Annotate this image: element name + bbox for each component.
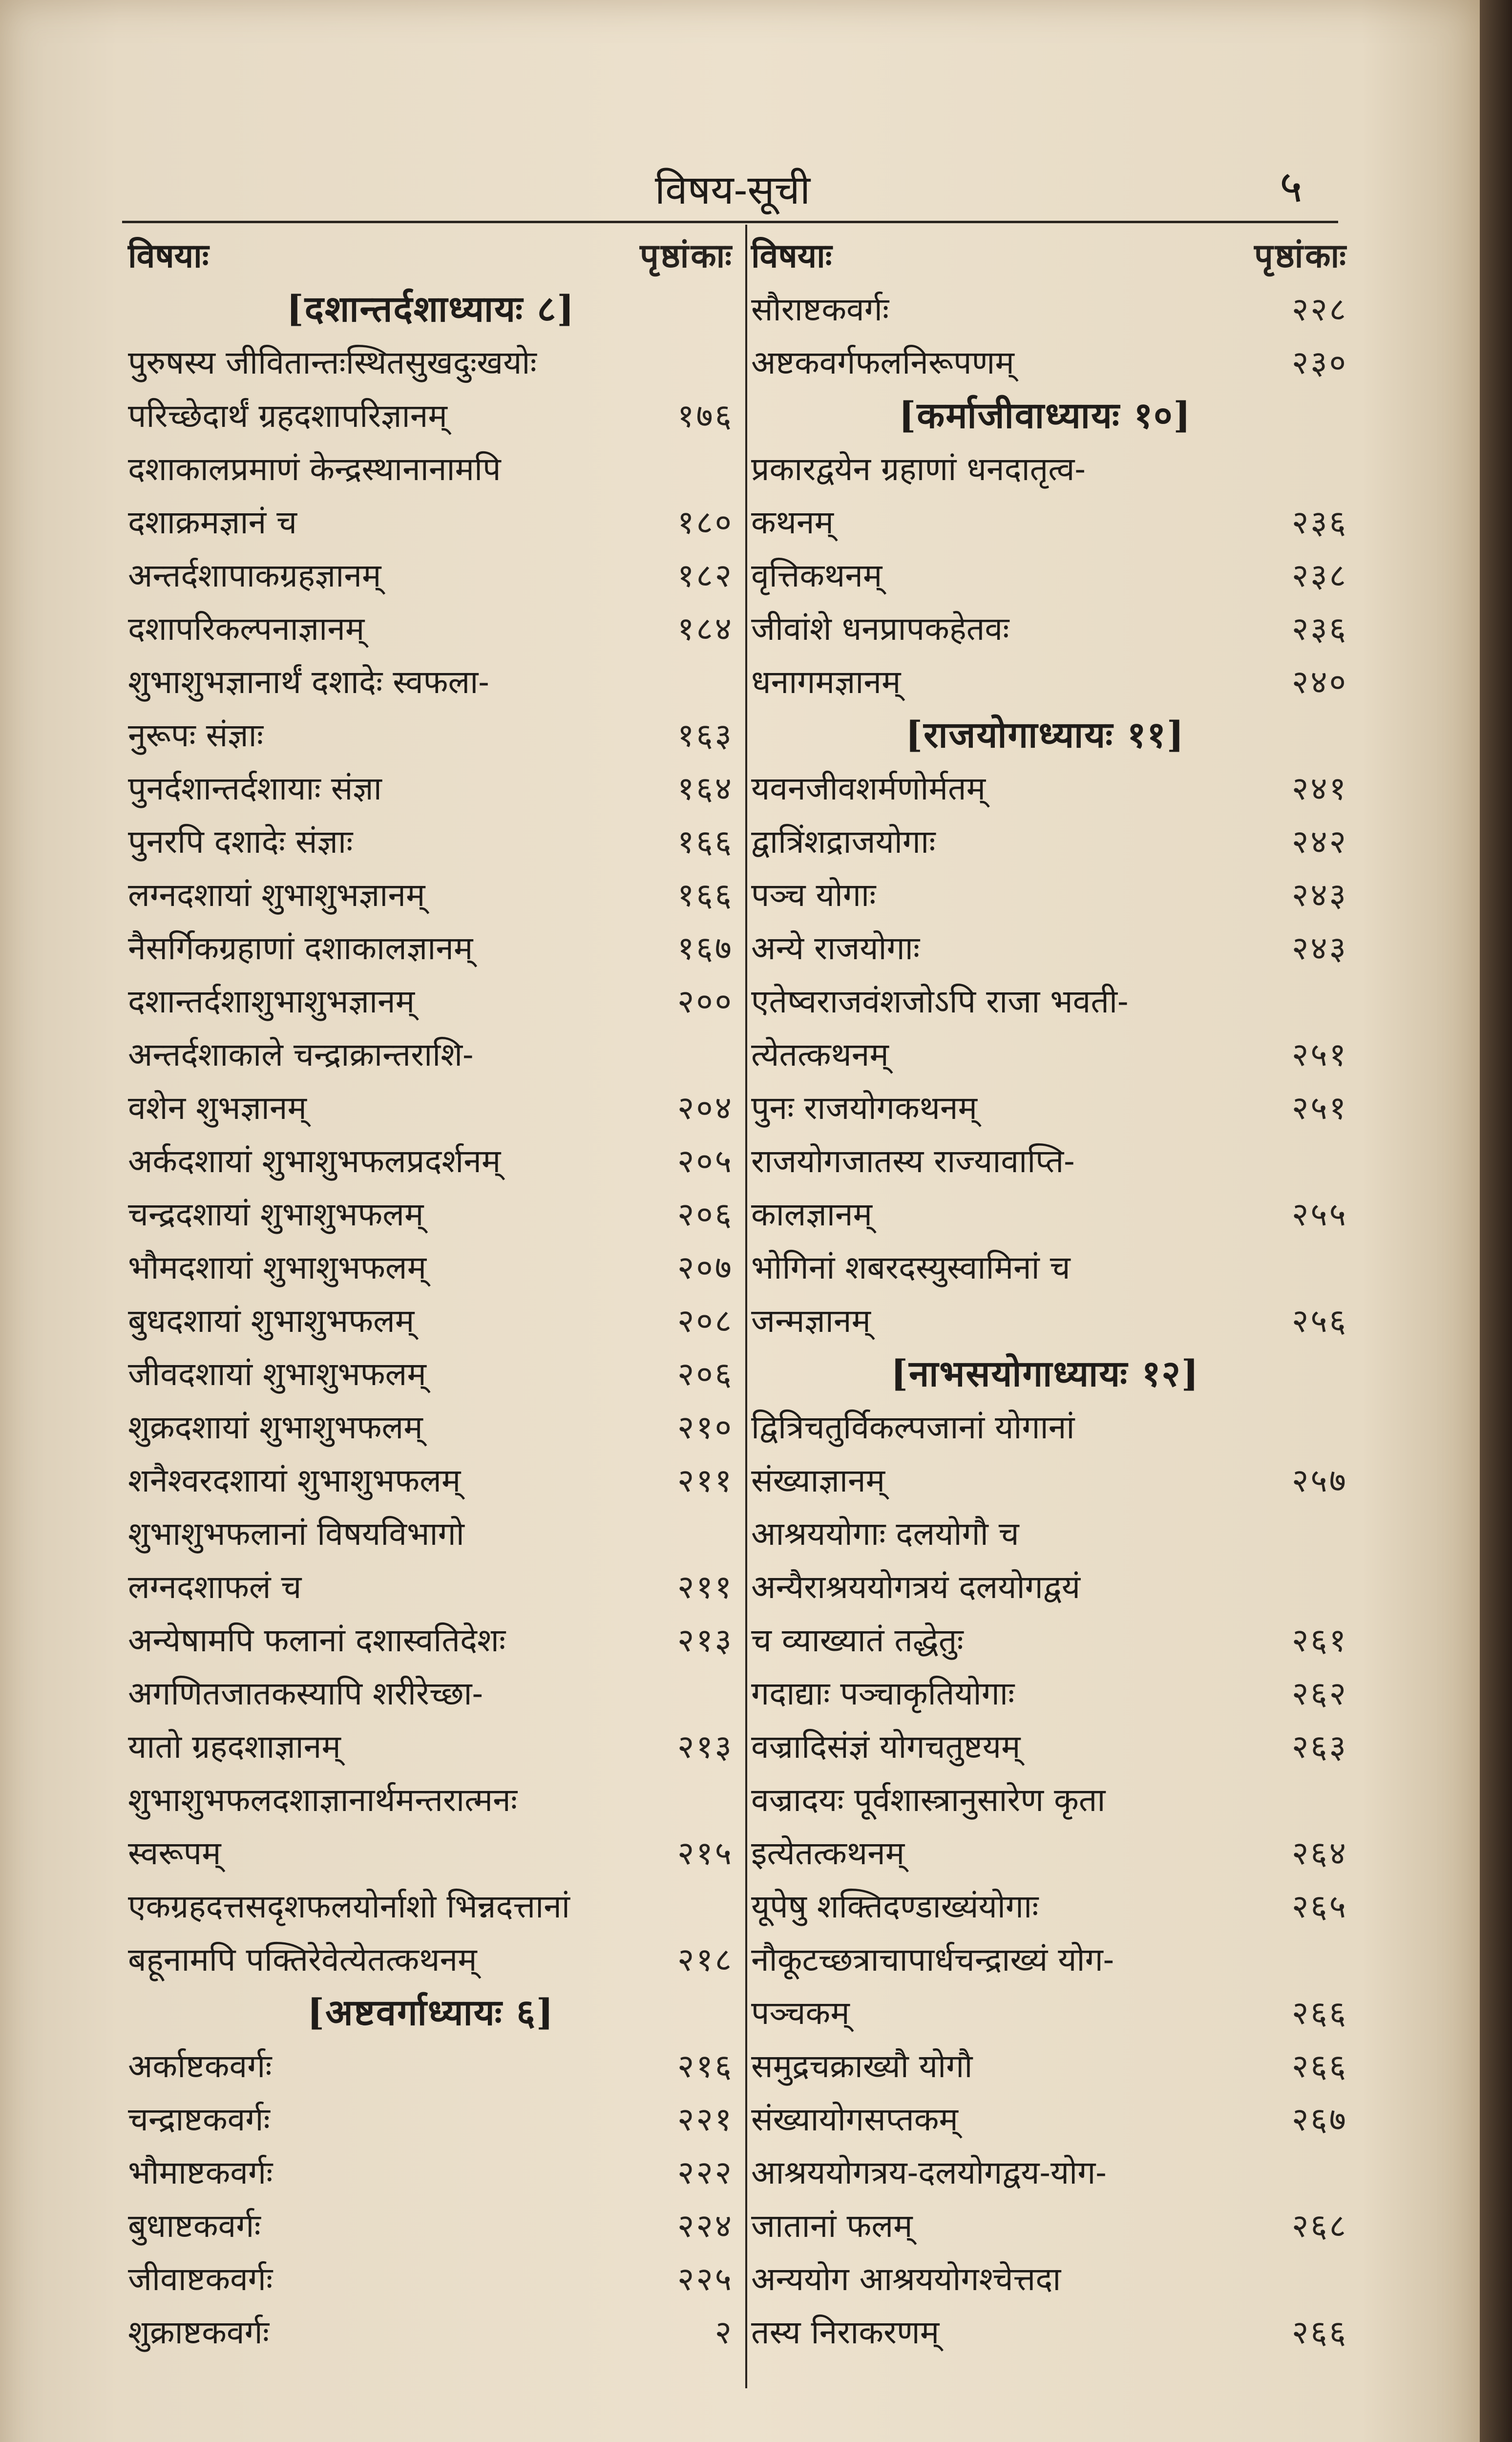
entry-title: शनैश्वरदशायां शुभाशुभफलम् <box>128 1462 461 1499</box>
entry-page-number: २६५ <box>1292 1888 1348 1925</box>
entry-page-number: १७६ <box>677 397 734 435</box>
toc-entry <box>742 815 1348 868</box>
entry-title: समुद्रचक्राख्यौ योगौ <box>751 2047 973 2085</box>
entry-title: शुभाशुभफलदशाज्ञानार्थमन्तरात्मनः <box>128 1781 518 1819</box>
header-subject: विषयाः <box>751 236 832 275</box>
entry-page-number: २३८ <box>1292 557 1348 594</box>
entry-page-number: २०६ <box>677 1355 734 1393</box>
entry-page-number: २५६ <box>1292 1302 1348 1340</box>
header-page: पृष्ठांकाः <box>640 236 734 275</box>
entry-page-number: २५५ <box>1292 1196 1348 1233</box>
entry-title: राजयोगजातस्य राज्यावाप्ति- <box>751 1142 1075 1180</box>
toc-entry <box>128 762 734 815</box>
toc-entry <box>128 442 734 496</box>
running-head: विषय-सूची <box>654 167 811 213</box>
entry-page-number: १८० <box>677 504 734 541</box>
entry-title: एकग्रहदत्तसदृशफलयोर्नाशो भिन्नदत्तानां <box>128 1888 570 1925</box>
toc-entry <box>742 283 1348 336</box>
entry-title: वृत्तिकथनम् <box>751 557 882 594</box>
entry-title: अन्यैराश्रययोगत्रयं दलयोगद्वयं <box>751 1568 1081 1606</box>
toc-entry <box>742 1135 1348 1188</box>
toc-entry <box>128 1401 734 1454</box>
toc-entry <box>128 1720 734 1773</box>
toc-entry <box>742 496 1348 549</box>
chapter-title: [नाभसयोगाध्यायः १२] <box>891 1353 1199 1395</box>
entry-page-number: २६६ <box>1292 2314 1348 2351</box>
toc-entry <box>128 975 734 1028</box>
toc-entry <box>128 2306 734 2359</box>
entry-page-number: १६४ <box>677 770 734 807</box>
toc-entry <box>128 2253 734 2306</box>
chapter-heading <box>742 1347 1348 1401</box>
entry-page-number: १६३ <box>677 716 734 754</box>
toc-entry <box>742 336 1348 389</box>
entry-page-number: २६७ <box>1292 2101 1348 2138</box>
toc-entry <box>128 1294 734 1347</box>
toc-entry <box>742 1720 1348 1773</box>
entry-title: अष्टकवर्गफलनिरूपणम् <box>751 344 1014 381</box>
toc-entry <box>742 2146 1348 2199</box>
toc-entry <box>742 2306 1348 2359</box>
toc-entry <box>742 1081 1348 1135</box>
entry-title: शुक्रदशायां शुभाशुभफलम् <box>128 1409 423 1446</box>
entry-title: आश्रययोगत्रय-दलयोगद्वय-योग- <box>751 2154 1107 2191</box>
chapter-heading <box>128 1986 734 2040</box>
entry-title: अन्येषामपि फलानां दशास्वतिदेशः <box>128 1621 506 1659</box>
entry-page-number: २६६ <box>1292 1994 1348 2032</box>
toc-entry <box>128 1347 734 1401</box>
toc-entry <box>128 2040 734 2093</box>
entry-page-number: २११ <box>677 1568 734 1606</box>
entry-title: पुनः राजयोगकथनम् <box>751 1089 977 1127</box>
entry-title: सौराष्टकवर्गः <box>751 291 889 328</box>
entry-title: जीवाष्टकवर्गः <box>128 2260 273 2298</box>
entry-title: शुक्राष्टकवर्गः <box>128 2314 270 2351</box>
entry-page-number: १६६ <box>677 876 734 914</box>
toc-entry <box>128 389 734 442</box>
entry-page-number: २२४ <box>677 2207 734 2245</box>
entry-page-number: २१६ <box>677 2047 734 2085</box>
entry-page-number: २०४ <box>677 1089 734 1127</box>
entry-title: दशाक्रमज्ञानं च <box>128 504 297 541</box>
entry-page-number: २४३ <box>1292 929 1348 967</box>
entry-title: पुनर्दशान्तर्दशायाः संज्ञा <box>128 770 382 807</box>
entry-page-number: २१३ <box>677 1621 734 1659</box>
entry-title: चन्द्रदशायां शुभाशुभफलम् <box>128 1196 424 1233</box>
entry-title: धनागमज्ञानम् <box>751 663 901 701</box>
entry-title: आश्रययोगाः दलयोगौ च <box>751 1515 1019 1553</box>
entry-title: बुधाष्टकवर्गः <box>128 2207 261 2245</box>
toc-entry <box>742 2040 1348 2093</box>
entry-title: चन्द्राष्टकवर्गः <box>128 2101 270 2138</box>
chapter-heading <box>742 709 1348 762</box>
entry-title: अगणितजातकस्यापि शरीरेच्छा- <box>128 1675 483 1712</box>
entry-page-number: २२२ <box>677 2154 734 2191</box>
entry-page-number: २५७ <box>1292 1462 1348 1499</box>
entry-page-number: २४३ <box>1292 876 1348 914</box>
entry-title: दशापरिकल्पनाज्ञानम् <box>128 610 365 648</box>
page-number: ५ <box>1280 161 1302 212</box>
header-page: पृष्ठांकाः <box>1254 236 1348 275</box>
entry-page-number: २३० <box>1292 344 1348 381</box>
entry-title: शुभाशुभफलानां विषयविभागो <box>128 1515 464 1553</box>
entry-page-number: १६६ <box>677 823 734 861</box>
toc-entry <box>742 1933 1348 1986</box>
toc-entry <box>742 2199 1348 2253</box>
entry-page-number: १६७ <box>677 929 734 967</box>
toc-entry <box>742 1827 1348 1880</box>
entry-title: भौमदशायां शुभाशुभफलम् <box>128 1249 427 1286</box>
toc-entry <box>742 1507 1348 1560</box>
toc-entry <box>742 1401 1348 1454</box>
entry-page-number: १८४ <box>677 610 734 648</box>
toc-entry <box>128 1028 734 1081</box>
entry-title: दशान्तर्दशाशुभाशुभज्ञानम् <box>128 983 415 1020</box>
toc-entry <box>742 1294 1348 1347</box>
entry-page-number: २६४ <box>1292 1834 1348 1872</box>
entry-title: यातो ग्रहदशाज्ञानम् <box>128 1728 341 1766</box>
chapter-title: [कर्माजीवाध्यायः १०] <box>899 395 1192 437</box>
entry-page-number: २२१ <box>677 2101 734 2138</box>
entry-page-number: २१३ <box>677 1728 734 1766</box>
chapter-heading <box>742 389 1348 442</box>
entry-title: जातानां फलम् <box>751 2207 913 2245</box>
entry-title: अर्कदशायां शुभाशुभफलप्रदर्शनम् <box>128 1142 501 1180</box>
toc-entry <box>742 549 1348 602</box>
toc-entry <box>128 1933 734 1986</box>
toc-entry <box>128 549 734 602</box>
entry-page-number: २६२ <box>1292 1675 1348 1712</box>
toc-entry <box>742 922 1348 975</box>
entry-title: शुभाशुभज्ञानार्थं दशादेः स्वफला- <box>128 663 489 701</box>
toc-entry <box>742 1454 1348 1507</box>
entry-page-number: २४१ <box>1292 770 1348 807</box>
entry-page-number: २१८ <box>677 1941 734 1979</box>
entry-title: नैसर्गिकग्रहाणां दशाकालज्ञानम् <box>128 929 473 967</box>
toc-entry <box>742 1241 1348 1294</box>
entry-title: बहूनामपि पक्तिरेवेत्येतत्कथनम् <box>128 1941 477 1979</box>
entry-title: पुनरपि दशादेः संज्ञाः <box>128 823 353 861</box>
toc-entry <box>128 1614 734 1667</box>
toc-entry <box>742 1773 1348 1827</box>
chapter-title: [अष्टवर्गाध्यायः ६] <box>307 1992 554 2034</box>
page-edge <box>1480 0 1512 2442</box>
entry-title: च व्याख्यातं तद्धेतुः <box>751 1621 964 1659</box>
entry-title: भौमाष्टकवर्गः <box>128 2154 273 2191</box>
toc-entry <box>128 1454 734 1507</box>
entry-title: अन्तर्दशाकाले चन्द्राक्रान्तराशि- <box>128 1036 474 1074</box>
toc-entry <box>742 602 1348 655</box>
entry-title: प्रकारद्वयेन ग्रहाणां धनदातृत्व- <box>751 450 1086 488</box>
entry-page-number: २११ <box>677 1462 734 1499</box>
entry-title: लग्नदशाफलं च <box>128 1568 302 1606</box>
toc-column-right <box>742 230 1348 2359</box>
entry-title: संख्यायोगसप्तकम् <box>751 2101 958 2138</box>
entry-title: अन्ये राजयोगाः <box>751 929 920 967</box>
toc-entry <box>128 1880 734 1933</box>
entry-title: वज्रादिसंज्ञं योगचतुष्टयम् <box>751 1728 1021 1766</box>
toc-entry <box>128 1827 734 1880</box>
entry-title: जीवांशे धनप्रापकहेतवः <box>751 610 1009 648</box>
toc-entry <box>742 1028 1348 1081</box>
toc-entry <box>128 2146 734 2199</box>
entry-title: कालज्ञानम् <box>751 1196 873 1233</box>
toc-column-left <box>128 230 734 2359</box>
entry-page-number: २ <box>714 2314 734 2351</box>
entry-title: द्वात्रिंशद्राजयोगाः <box>751 823 936 861</box>
toc-entry <box>128 1241 734 1294</box>
entry-page-number: २५१ <box>1292 1036 1348 1074</box>
entry-title: नुरूपः संज्ञाः <box>128 716 264 754</box>
toc-entry <box>742 762 1348 815</box>
entry-title: यूपेषु शक्तिदण्डाख्यंयोगाः <box>751 1888 1039 1925</box>
toc-entry <box>128 1081 734 1135</box>
entry-page-number: २३६ <box>1292 610 1348 648</box>
entry-page-number: २०७ <box>677 1249 734 1286</box>
toc-entry <box>128 336 734 389</box>
entry-page-number: २१० <box>677 1409 734 1446</box>
header-subject: विषयाः <box>128 236 209 275</box>
toc-entry <box>742 1614 1348 1667</box>
toc-entry <box>128 709 734 762</box>
toc-entry <box>128 602 734 655</box>
toc-entry <box>742 975 1348 1028</box>
entry-title: द्वित्रिचतुर्विकल्पजानां योगानां <box>751 1409 1075 1446</box>
toc-entry <box>742 1986 1348 2040</box>
entry-page-number: २२५ <box>677 2260 734 2298</box>
entry-page-number: २४० <box>1292 663 1348 701</box>
entry-title: नौकूटच्छत्राचापार्धचन्द्राख्यं योग- <box>751 1941 1114 1979</box>
entry-page-number: २६६ <box>1292 2047 1348 2085</box>
entry-title: पञ्च योगाः <box>751 876 876 914</box>
chapter-title: [दशान्तर्दशाध्यायः ८] <box>286 288 575 330</box>
entry-page-number: २६१ <box>1292 1621 1348 1659</box>
toc-entry <box>742 868 1348 922</box>
entry-title: लग्नदशायां शुभाशुभज्ञानम् <box>128 876 425 914</box>
toc-entry <box>742 1880 1348 1933</box>
toc-entry <box>742 2253 1348 2306</box>
toc-entry <box>742 1188 1348 1241</box>
toc-entry <box>128 655 734 709</box>
toc-entry <box>742 655 1348 709</box>
top-rule <box>122 221 1338 223</box>
toc-entry <box>128 1135 734 1188</box>
entry-title: संख्याज्ञानम् <box>751 1462 885 1499</box>
toc-entry <box>742 1560 1348 1614</box>
entry-title: एतेष्वराजवंशजोऽपि राजा भवती- <box>751 983 1129 1020</box>
entry-title: गदाद्याः पञ्चाकृतियोगाः <box>751 1675 1015 1712</box>
chapter-title: [राजयोगाध्यायः ११] <box>905 714 1185 756</box>
toc-entry <box>128 2093 734 2146</box>
toc-entry <box>128 868 734 922</box>
toc-entry <box>128 2199 734 2253</box>
toc-entry <box>128 1773 734 1827</box>
entry-page-number: २०५ <box>677 1142 734 1180</box>
toc-entry <box>128 1507 734 1560</box>
entry-page-number: २२८ <box>1292 291 1348 328</box>
toc-entry <box>742 2093 1348 2146</box>
entry-title: भोगिनां शबरदस्युस्वामिनां च <box>751 1249 1071 1286</box>
entry-title: कथनम् <box>751 504 834 541</box>
entry-page-number: २६८ <box>1292 2207 1348 2245</box>
entry-page-number: २५१ <box>1292 1089 1348 1127</box>
entry-title: अर्काष्टकवर्गः <box>128 2047 272 2085</box>
entry-title: वज्रादयः पूर्वशास्त्रानुसारेण कृता <box>751 1781 1106 1819</box>
toc-entry <box>128 1560 734 1614</box>
toc-entry <box>128 1188 734 1241</box>
entry-title: पञ्चकम् <box>751 1994 850 2032</box>
entry-title: त्येतत्कथनम् <box>751 1036 889 1074</box>
toc-entry <box>128 496 734 549</box>
column-header <box>742 230 1348 283</box>
entry-title: बुधदशायां शुभाशुभफलम् <box>128 1302 415 1340</box>
chapter-heading <box>128 283 734 336</box>
entry-page-number: २४२ <box>1292 823 1348 861</box>
entry-title: अन्ययोग आश्रययोगश्चेत्तदा <box>751 2260 1061 2298</box>
toc-entry <box>128 922 734 975</box>
entry-title: अन्तर्दशापाकग्रहज्ञानम् <box>128 557 381 594</box>
entry-page-number: २६३ <box>1292 1728 1348 1766</box>
entry-page-number: २०० <box>677 983 734 1020</box>
entry-title: परिच्छेदार्थं ग्रहदशापरिज्ञानम् <box>128 397 447 435</box>
entry-page-number: १८२ <box>677 557 734 594</box>
entry-page-number: २१५ <box>677 1834 734 1872</box>
toc-entry <box>128 815 734 868</box>
entry-title: यवनजीवशर्मणोर्मतम् <box>751 770 986 807</box>
entry-title: जन्मज्ञानम् <box>751 1302 871 1340</box>
entry-title: जीवदशायां शुभाशुभफलम् <box>128 1355 426 1393</box>
toc-entry <box>742 1667 1348 1720</box>
entry-page-number: २०८ <box>677 1302 734 1340</box>
entry-title: तस्य निराकरणम् <box>751 2314 940 2351</box>
toc-entry <box>128 1667 734 1720</box>
entry-title: स्वरूपम् <box>128 1834 221 1872</box>
entry-page-number: २३६ <box>1292 504 1348 541</box>
entry-title: इत्येतत्कथनम् <box>751 1834 905 1872</box>
toc-entry <box>742 442 1348 496</box>
entry-title: पुरुषस्य जीवितान्तःस्थितसुखदुःखयोः <box>128 344 537 381</box>
entry-page-number: २०६ <box>677 1196 734 1233</box>
column-header <box>128 230 734 283</box>
entry-title: वशेन शुभज्ञानम् <box>128 1089 307 1127</box>
entry-title: दशाकालप्रमाणं केन्द्रस्थानानामपि <box>128 450 501 488</box>
